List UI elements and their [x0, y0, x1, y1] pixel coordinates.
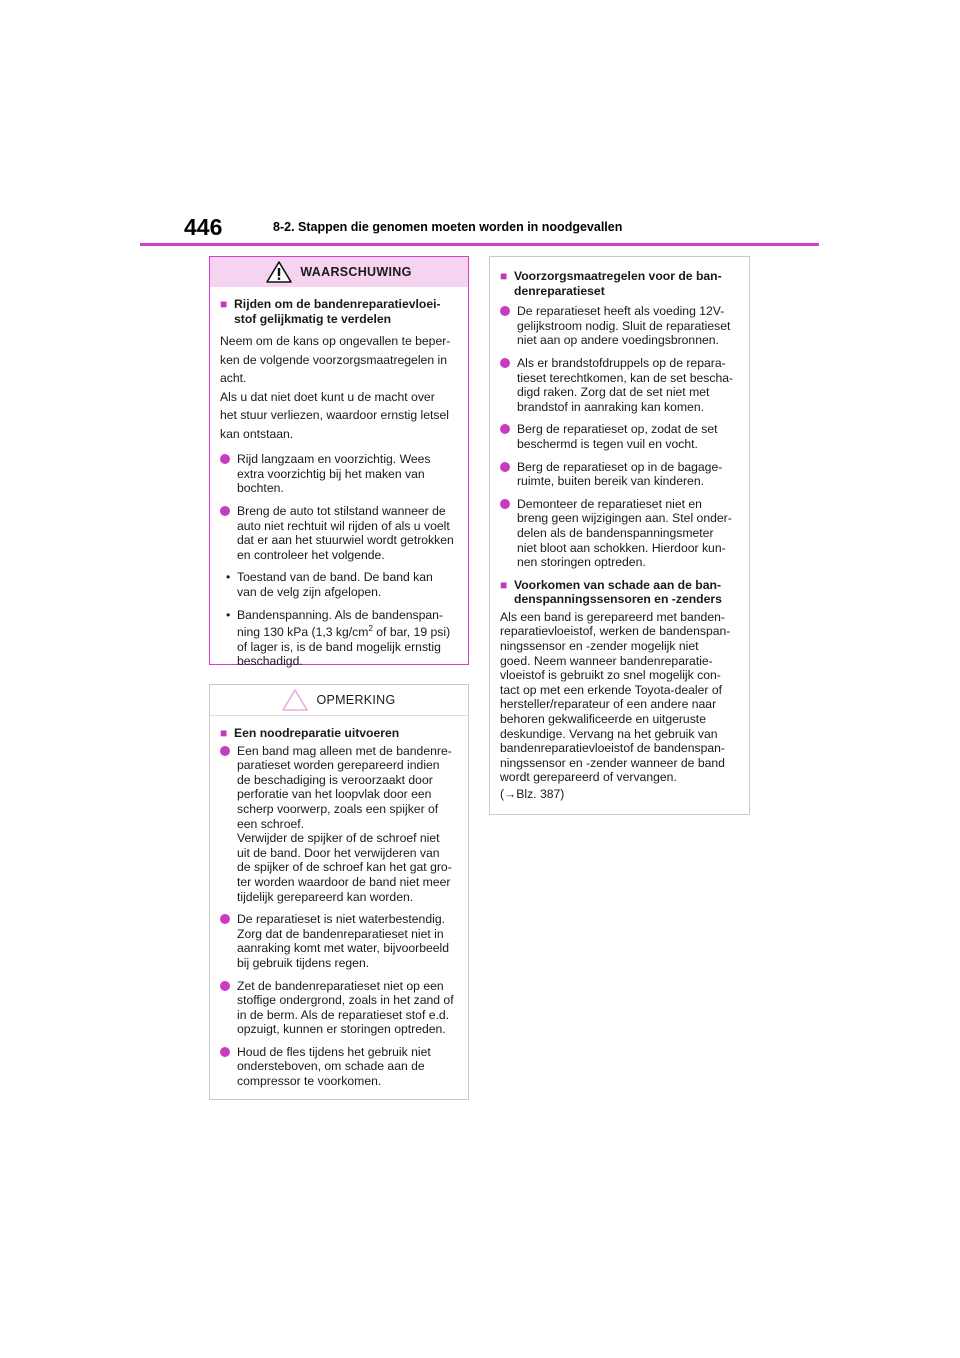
warning-triangle-icon: [266, 261, 292, 283]
round-bullet-icon: [500, 358, 510, 368]
page-header: [140, 212, 820, 246]
square-bullet-icon: ■: [220, 297, 228, 311]
warning-intro: Neem om de kans op ongevallen te beper- ken de volgende voorzorgsmaatregelen in acht. Als u dat niet doet kunt u de macht over het stuur verliezen, waardoor ernstig letsel kan ontstaan.: [220, 334, 451, 441]
small-dot-icon: •: [226, 607, 231, 622]
note-bullet: Een band mag alleen met de bandenre- paratieset worden gerepareerd indien de beschadiging is veroorzaakt door perforatie van het loopvlak door een scherp voorwerp, zoals een spijker of een schroef. Verwijder de spijker of de schroef niet uit de band. Door het verwijderen van de spijker of de schroef kan het gat gro- ter worden waardoor de band niet meer tijdelijk gerepareerd kan worden.: [220, 744, 459, 905]
warning-box-header: [210, 257, 468, 287]
small-dot-icon: •: [226, 570, 231, 585]
warning-bullet: Breng de auto tot stilstand wanneer de auto niet rechtuit wil rijden of als u voelt dat er aan het stuurwiel wordt getrokken en controleer het volgende.: [220, 504, 459, 562]
round-bullet-icon: [500, 499, 510, 509]
warning-sub-item: • Toestand van de band. De band kan van de velg zijn afgelopen.: [226, 570, 433, 599]
round-bullet-icon: [220, 981, 230, 991]
square-bullet-icon: ■: [220, 726, 228, 740]
round-bullet-icon: [500, 306, 510, 316]
note-bullet: Houd de fles tijdens het gebruik niet ondersteboven, om schade aan de compressor te voorkomen.: [220, 1045, 459, 1089]
right-heading-repair-kit: ■ Voorzorgsmaatregelen voor de ban- denreparatieset: [500, 269, 722, 298]
note-bullet: De reparatieset is niet waterbestendig. Zorg dat de bandenreparatieset niet in aanraking komt met water, bijvoorbeeld bij gebruik tijdens regen.: [220, 912, 459, 970]
square-bullet-icon: ■: [500, 269, 508, 283]
square-bullet-icon: ■: [500, 577, 508, 592]
round-bullet-icon: [220, 1047, 230, 1057]
warning-box: [209, 256, 469, 669]
round-bullet-icon: [500, 462, 510, 472]
round-bullet-icon: [220, 914, 230, 924]
note-box: [209, 684, 469, 1100]
right-bullet: Als er brandstofdruppels op de repara- tieset terechtkomen, kan de set bescha- digd raken. Zorg dat de set niet met brandstof in aanraking kan komen.: [500, 356, 740, 414]
round-bullet-icon: [220, 746, 230, 756]
round-bullet-icon: [220, 454, 230, 464]
note-box-body: [210, 716, 468, 1105]
right-box: [489, 256, 750, 815]
warning-bullet: Rijd langzaam en voorzichtig. Wees extra voorzichtig bij het maken van bochten.: [220, 452, 459, 496]
right-bullet: Berg de reparatieset op in de bagage- ruimte, buiten bereik van kinderen.: [500, 460, 740, 489]
page-number: 446: [184, 214, 223, 240]
right-bullet: De reparatieset heeft als voeding 12V- gelijkstroom nodig. Sluit de reparatieset niet aan op andere voedingsbronnen.: [500, 304, 740, 348]
header-rule: [140, 243, 819, 246]
note-box-title: OPMERKING: [316, 692, 396, 707]
sensor-paragraph: Als een band is gerepareerd met banden- reparatievloeistof, werken de bandenspan- ningssensor en -zender mogelijk niet goed. Neem wanneer bandenreparatie- vloeistof is gebruikt zo snel mogelijk con- tact op met een erkende Toyota-dealer of hersteller/reparateur of een andere naar behoren gekwalificeerde en uitgeruste deskundige. Vervang na het gebruik van bandenreparatievloeistof de bandenspan- ningssensor en -zender wanneer de band wordt gerepareerd of vervangen.: [500, 609, 731, 785]
section-title: 8-2. Stappen die genomen moeten worden in noodgevallen: [273, 220, 623, 234]
right-bullet: Demonteer de reparatieset niet en breng geen wijzigingen aan. Stel onder- delen als de bandenspanningsmeter niet bloot aan schokken. Hierdoor kun- nen storingen optreden.: [500, 497, 740, 570]
caution-triangle-icon: [282, 689, 308, 711]
warning-sub-item: [226, 608, 459, 669]
warning-box-body: [210, 287, 468, 685]
warning-box-title: WAARSCHUWING: [300, 264, 412, 279]
note-bullet: Zet de bandenreparatieset niet op een stoffige ondergrond, zoals in het zand of in de berm. Als de reparatieset stof e.d. opzuigt, kunnen er storingen optreden.: [220, 979, 459, 1037]
warning-heading: ■ Rijden om de bandenreparatievloei- stof gelijkmatig te verdelen: [220, 297, 441, 326]
round-bullet-icon: [500, 424, 510, 434]
note-box-header: [210, 685, 468, 716]
right-heading-sensors: ■ Voorkomen van schade aan de ban- denspanningssensoren en -zenders: [500, 577, 722, 607]
page-reference-link[interactable]: (→Blz. 387): [500, 787, 565, 801]
right-bullet: Berg de reparatieset op, zodat de set beschermd is tegen vuil en vocht.: [500, 422, 740, 451]
tire-pressure-text: Bandenspanning. Als de bandenspan- ning 130 kPa (1,3 $kg/cm^2$ of bar, 19 psi) of lager is, is de band mogelijk ernstig beschadigd.: [237, 607, 451, 669]
note-heading: ■ Een noodreparatie uitvoeren: [220, 726, 400, 740]
round-bullet-icon: [220, 506, 230, 516]
right-box-body: [490, 257, 749, 810]
